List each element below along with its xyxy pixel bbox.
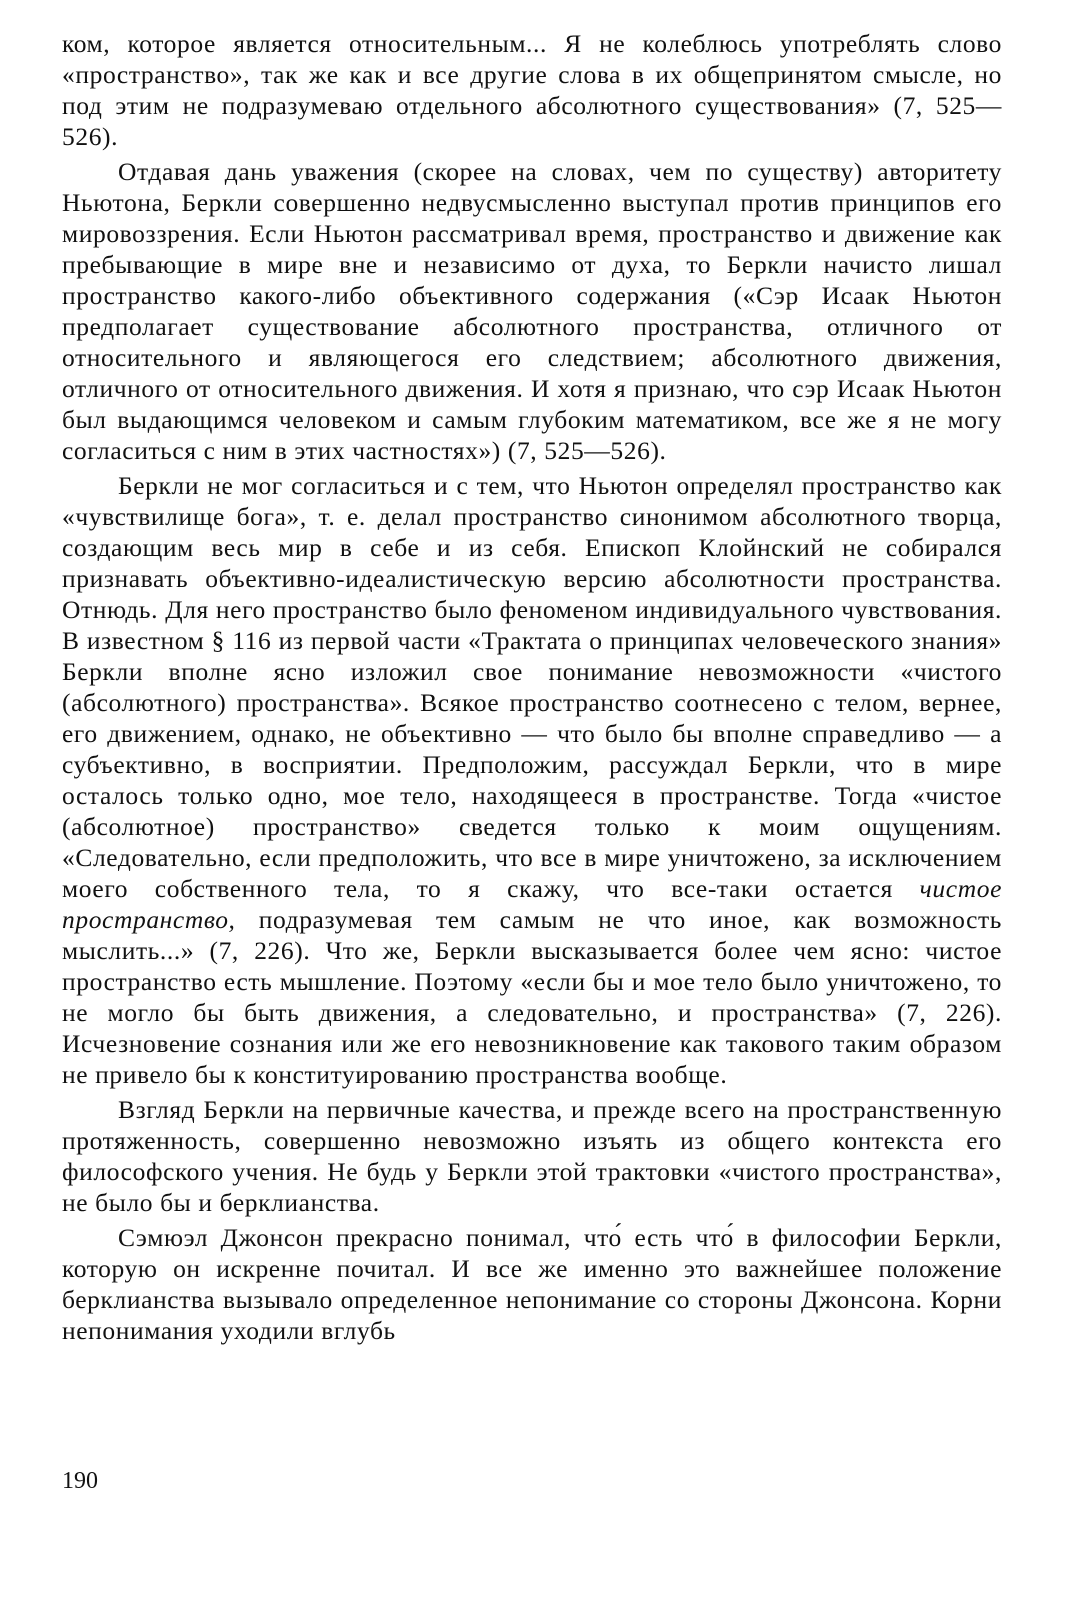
paragraph-text: ком, которое является относительным... Я не колеблюсь употреблять слово «пространство», так же как и все другие слова в их общепринятом смысле, но под этим не подразумеваю отдельного абсолютного существования» (7, 525—526). [62, 29, 1002, 151]
paragraph-newton-authority [62, 156, 1002, 466]
paragraph-pure-space [62, 470, 1002, 1090]
book-page-text [62, 28, 1002, 1350]
page-number: 190 [62, 1468, 98, 1494]
paragraph-johnson [62, 1222, 1002, 1346]
paragraph-text: Беркли не мог согласиться и с тем, что Ньютон определял пространство как «чувствилище бога», т. е. делал пространство синонимом абсолютного творца, создающим весь мир в себе и из себя. Епископ Клойнский не собирался признавать объективно-идеалистическую версию абсолютности пространства. Отнюдь. Для него пространство было феноменом индивидуального чувствования. В известном § 116 из первой части «Трактата о принципах человеческого знания» Беркли вполне ясно изложил свое понимание невозможности «чистого (абсолютного) пространства». Всякое пространство соотнесено с телом, вернее, его движением, однако, не объективно — что было бы вполне справедливо — а субъективно, в восприятии. Предположим, рассуждал Беркли, что в мире осталось только одно, мое тело, находящееся в пространстве. Тогда «чистое (абсолютное) пространство» сведется только к моим ощущениям. «Следовательно, если предположить, что все в мире уничтожено, за исключением моего собственного тела, то я скажу, что все-таки остается [62, 471, 1002, 903]
paragraph-text-continued: подразумевая тем самым не что иное, как возможность мыслить...» (7, 226). Что же, Беркли высказывается более чем ясно: чистое пространство есть мышление. Поэтому «если бы и мое тело было уничтожено, то не могло бы быть движения, а следовательно, и пространства» (7, 226). Исчезновение сознания или же его невозникновение как такового таким образом не привело бы к конституированию пространства вообще. [62, 905, 1002, 1089]
paragraph-text: Сэмюэл Джонсон прекрасно понимал, что́ есть что́ в философии Беркли, которую он искренне почитал. И все же именно это важнейшее положение берклианства вызывало определенное непонимание со стороны Джонсона. Корни непонимания уходили вглубь [62, 1223, 1002, 1345]
paragraph-text: Взгляд Беркли на первичные качества, и прежде всего на пространственную протяженность, совершенно невозможно изъять из общего контекста его философского учения. Не будь у Беркли этой трактовки «чистого пространства», не было бы и берклианства. [62, 1095, 1002, 1217]
paragraph-text: Отдавая дань уважения (скорее на словах, чем по существу) авторитету Ньютона, Беркли совершенно недвусмысленно выступал против принципов его мировоззрения. Если Ньютон рассматривал время, пространство и движение как пребывающие в мире вне и независимо от духа, то Беркли начисто лишал пространство какого-либо объективного содержания («Сэр Исаак Ньютон предполагает существование абсолютного пространства, отличного от относительного и являющегося его следствием; абсолютного движения, отличного от относительного движения. И хотя я признаю, что сэр Исаак Ньютон был выдающимся человеком и самым глубоким математиком, все же я не могу согласиться с ним в этих частностях») (7, 525—526). [62, 157, 1002, 465]
paragraph-primary-qualities [62, 1094, 1002, 1218]
paragraph-continuation [62, 28, 1002, 152]
italic-term: чистое пространство, [62, 874, 1002, 934]
